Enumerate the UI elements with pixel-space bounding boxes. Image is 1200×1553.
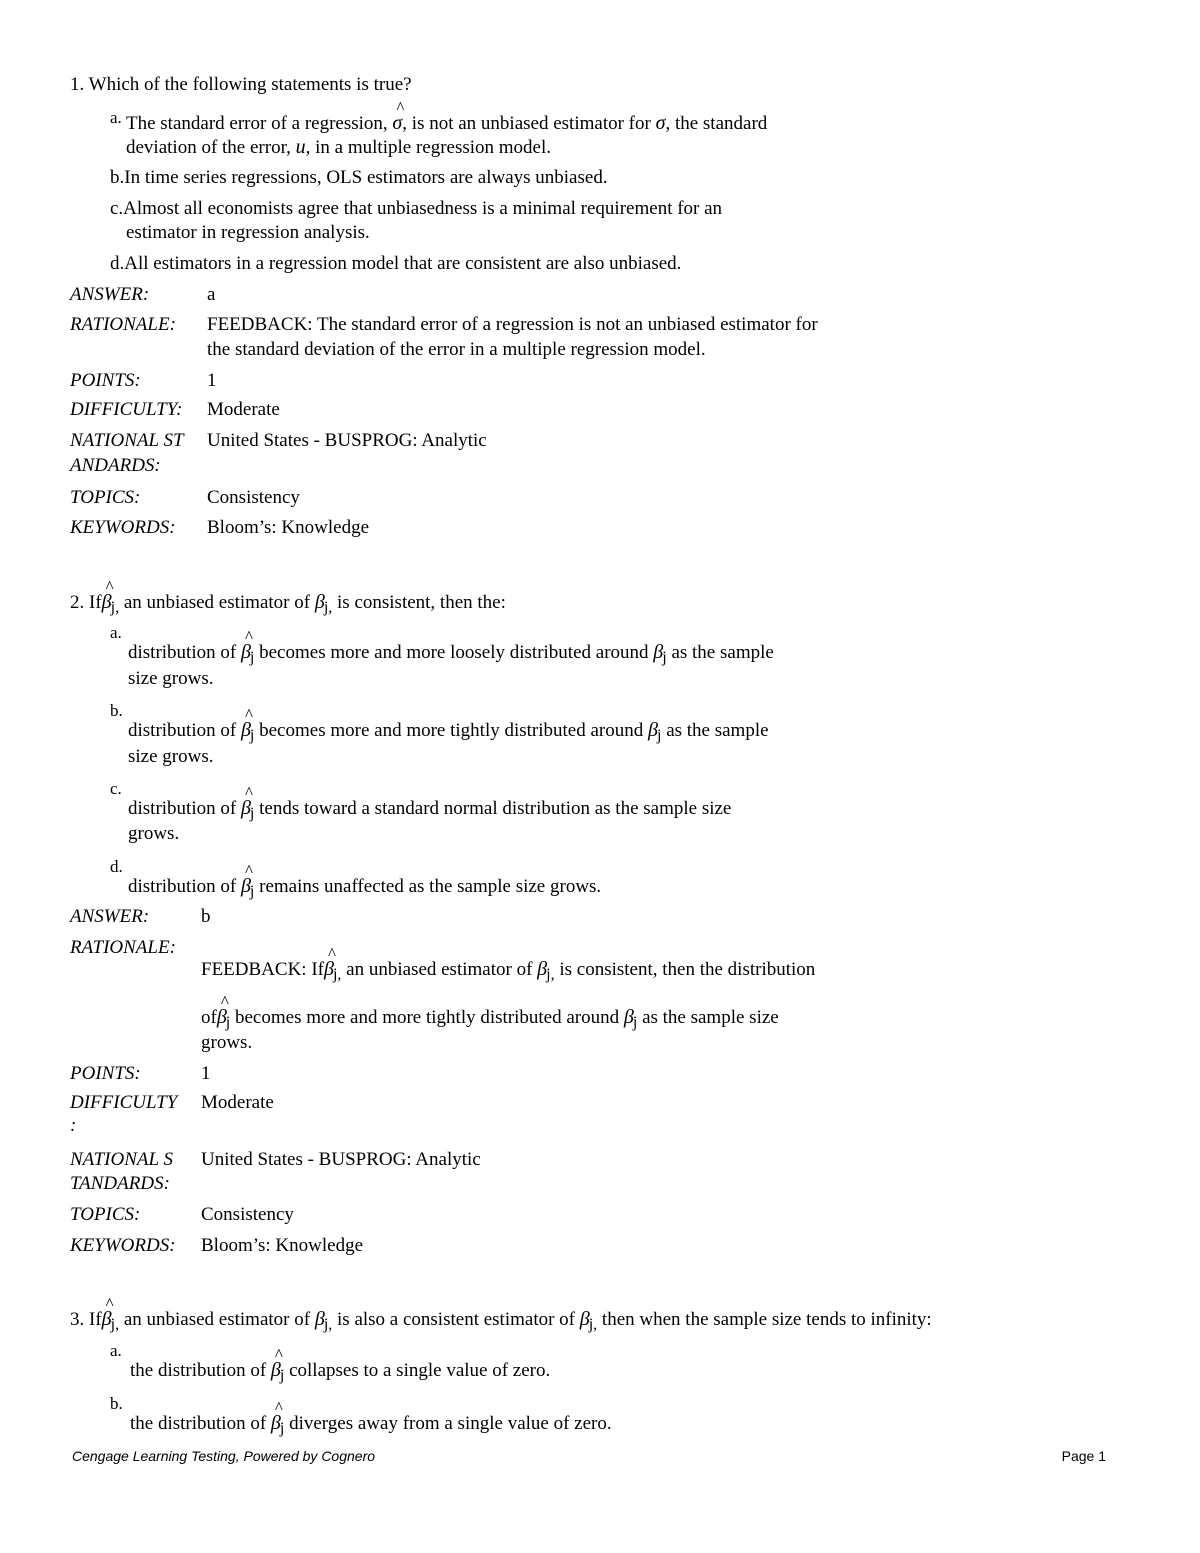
q1-answer-value: a <box>207 284 216 305</box>
q3-option-b: the distribution of ^ $\beta_j$ diverges away from a single value of zero. <box>130 1410 612 1438</box>
q3-option-b-letter: b. <box>110 1394 123 1413</box>
q2-standards-label-1: NATIONAL S <box>70 1149 173 1170</box>
q1-option-d: d.All estimators in a regression model that are consistent are also unbiased. <box>110 253 682 274</box>
q1-rationale-line2: the standard deviation of the error in a multiple regression model. <box>207 339 706 360</box>
q1-difficulty-value: Moderate <box>207 399 280 420</box>
q2-option-d-letter: d. <box>110 857 123 876</box>
q1-option-a-line1: The standard error of a regression, ^ σ, is not an unbiased estimator for σ, the standard <box>126 110 767 137</box>
q2-option-b-line1: distribution of ^ $\beta_j$ becomes more and more tightly distributed around $\beta_j$ as the sample <box>128 717 769 745</box>
q2-points-label: POINTS: <box>70 1063 141 1084</box>
q1-option-c-line1: c.Almost all economists agree that unbiasedness is a minimal requirement for an <box>110 198 723 219</box>
q1-keywords-value: Bloom’s: Knowledge <box>207 517 370 538</box>
q1-points-value: 1 <box>207 370 217 391</box>
q1-standards-label-1: NATIONAL ST <box>70 430 184 451</box>
q2-option-b-letter: b. <box>110 701 123 720</box>
q2-difficulty-label-2: : <box>70 1115 77 1136</box>
q2-option-c-line2: grows. <box>128 823 180 844</box>
q2-keywords-label: KEYWORDS: <box>70 1235 176 1256</box>
q3-option-a-letter: a. <box>110 1341 122 1360</box>
q2-option-a-line1: distribution of ^ $\beta_j$ becomes more and more loosely distributed around $\beta_j$ as the sample <box>128 639 774 667</box>
q1-topics-label: TOPICS: <box>70 487 141 508</box>
q1-keywords-label: KEYWORDS: <box>70 517 176 538</box>
beta-hat-symbol: ^ β <box>102 589 112 615</box>
q2-keywords-value: Bloom’s: Knowledge <box>201 1235 364 1256</box>
q2-rationale-label: RATIONALE: <box>70 937 176 958</box>
q1-standards-label-2: ANDARDS: <box>70 455 161 476</box>
q1-stem: 1. Which of the following statements is true? <box>70 74 412 95</box>
q1-points-label: POINTS: <box>70 370 141 391</box>
q1-option-a-line2: deviation of the error, u, in a multiple regression model. <box>126 136 552 158</box>
q2-answer-value: b <box>201 906 211 927</box>
q2-difficulty-value: Moderate <box>201 1092 274 1113</box>
q1-standards-value: United States - BUSPROG: Analytic <box>207 430 487 451</box>
q2-standards-value: United States - BUSPROG: Analytic <box>201 1149 481 1170</box>
q2-rationale-line3: grows. <box>201 1032 253 1053</box>
footer-left: Cengage Learning Testing, Powered by Cognero <box>72 1448 376 1464</box>
q2-option-c-letter: c. <box>110 779 122 798</box>
beta-symbol: β <box>314 591 325 613</box>
sigma-symbol: σ <box>655 112 666 134</box>
q2-option-a-line2: size grows. <box>128 668 214 689</box>
q2-option-c-line1: distribution of ^ $\beta_j$ tends toward a standard normal distribution as the sample size <box>128 795 731 823</box>
q1-answer-label: ANSWER: <box>70 284 150 305</box>
q2-topics-label: TOPICS: <box>70 1204 141 1225</box>
q2-option-b-line2: size grows. <box>128 746 214 767</box>
q1-difficulty-label: DIFFICULTY: <box>70 399 183 420</box>
q2-rationale-line2: of^ $\beta_j$ becomes more and more tightly distributed around $\beta_j$ as the sample size <box>201 1004 779 1032</box>
q2-standards-label-2: TANDARDS: <box>70 1173 170 1194</box>
q2-topics-value: Consistency <box>201 1204 294 1225</box>
q1-option-c-line2: estimator in regression analysis. <box>126 222 370 243</box>
q2-rationale-line1: FEEDBACK: If^ $\beta_{j,}$ an unbiased estimator of $\beta_{j,}$ is consistent, then the distribution <box>201 956 815 984</box>
q1-option-a-letter: a. <box>110 108 122 127</box>
q1-rationale-label: RATIONALE: <box>70 314 176 335</box>
q2-answer-label: ANSWER: <box>70 906 150 927</box>
q2-stem: 2. If^ $\beta_{j,}$ an unbiased estimator of $\beta_{j,}$ is consistent, then the: <box>70 589 506 617</box>
q2-option-d-line1: distribution of ^ $\beta_j$ remains unaffected as the sample size grows. <box>128 873 601 901</box>
q2-difficulty-label-1: DIFFICULTY <box>70 1092 178 1113</box>
q1-rationale-line1: FEEDBACK: The standard error of a regression is not an unbiased estimator for <box>207 314 818 335</box>
q1-option-b: b.In time series regressions, OLS estimators are always unbiased. <box>110 167 608 188</box>
q1-topics-value: Consistency <box>207 487 300 508</box>
sigma-hat-symbol: ^ σ <box>392 110 402 136</box>
q3-stem: 3. If^ $\beta_{j,}$ an unbiased estimator of $\beta_{j,}$ is also a consistent estimator of $\beta_{j,}$ then when the sample size tends to infinity: <box>70 1306 932 1334</box>
footer-page-number: Page 1 <box>1061 1448 1106 1464</box>
q2-option-a-letter: a. <box>110 623 122 642</box>
q3-option-a: the distribution of ^ $\beta_j$ collapses to a single value of zero. <box>130 1357 550 1385</box>
q2-points-value: 1 <box>201 1063 211 1084</box>
